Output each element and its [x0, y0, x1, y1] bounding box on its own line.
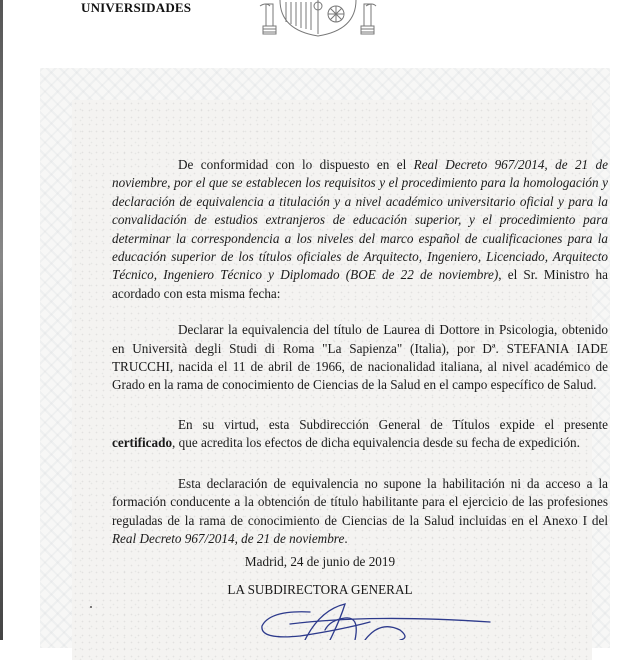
scan-speck [90, 606, 92, 608]
header-organization: UNIVERSIDADES [81, 0, 192, 15]
paragraph-certificate: En su virtud, esta Subdirección General de Títulos expide el presente certificado, que acredita los efectos de dicha equivalencia desde su fecha de expedición. [112, 416, 608, 451]
spain-coat-of-arms-icon [258, 0, 388, 38]
paragraph-declaration: Declarar la equivalencia del título de Laurea di Dottore in Psicologia, obtenido en Università degli Studi di Roma "La Sapienza" (Italia), por Dª. STEFANIA IADE TRUCCHI, nacida el 11 de abril de 1966, de nacionalidad italiana, al nivel académico de Grado en la rama de conocimiento de Ciencias de la Salud en el campo específico de Salud. [112, 322, 608, 393]
document-body [112, 156, 608, 566]
page-edge-shadow [0, 0, 3, 640]
certificate-term: certificado [112, 435, 173, 451]
paragraph-disclaimer: Esta declaración de equivalencia no supone la habilitación ni da acceso a la formación conducente a la obtención de título habilitante para el ejercicio de las profesiones reguladas de la rama de conocimiento de Ciencias de la Salud incluidas en el Anexo I del Real Decreto 967/2014, de 21 de noviembre. [112, 475, 608, 546]
paragraph-legal-basis: De conformidad con lo dispuesto en el Real Decreto 967/2014, de 21 de noviembre, por el que se establecen los requisitos y el procedimiento para la homologación y declaración de equivalencia a titulación y a nivel académico universitario oficial y para la convalidación de estudios extranjeros de educación superior, y el procedimiento para determinar la correspondencia a los niveles del marco español de cualificaciones para la educación superior de los títulos oficiales de Arquitecto, Ingeniero, Licenciado, Arquitecto Técnico, Ingeniero Técnico y Diplomado (BOE de 22 de noviembre), el Sr. Ministro ha acordado con esta misma fecha: [112, 157, 608, 301]
decree-reference: Real Decreto 967/2014, de 21 de noviembre [112, 530, 345, 546]
handwritten-signature-icon [250, 600, 500, 640]
signer-title: LA SUBDIRECTORA GENERAL [227, 582, 413, 597]
place-and-date: Madrid, 24 de junio de 2019 [244, 554, 396, 569]
decree-reference: Real Decreto 967/2014, de 21 de noviembre, por el que se establecen los requisitos y el procedimiento para la homologación y declaración de equivalencia a titulación y a nivel académico universitario oficial y para la convalidación de estudios extranjeros de educación superior, y el procedimiento para determinar la correspondencia a los niveles del marco español de cualificaciones para la educación superior de los títulos oficiales de Arquitecto, Ingeniero, Licenciado, Arquitecto Técnico, Ingeniero Técnico y Diplomado (BOE de 22 de noviembre) [112, 157, 608, 283]
